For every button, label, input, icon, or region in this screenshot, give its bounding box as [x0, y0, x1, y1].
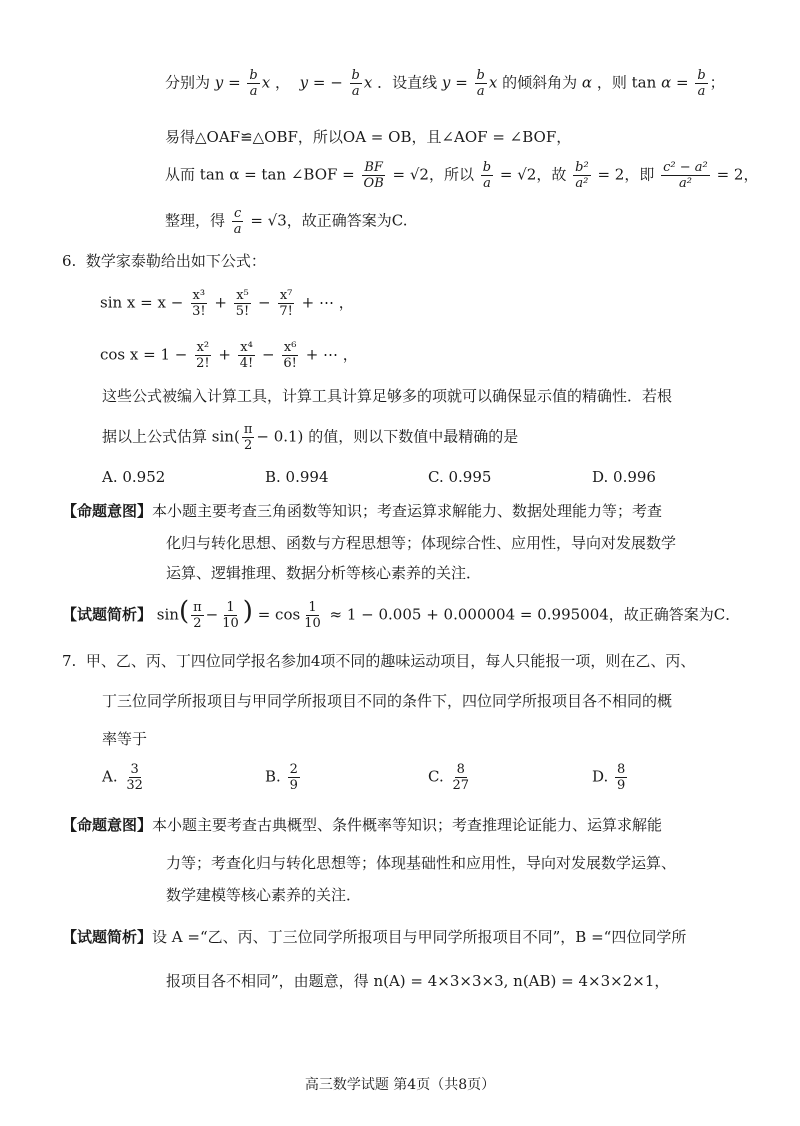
- num: x⁶: [283, 340, 297, 355]
- den: 2: [193, 616, 202, 631]
- q6-option-d: D. 0.996: [592, 468, 656, 486]
- var: α: [661, 73, 672, 92]
- q7-analysis-line-1: [62, 926, 686, 948]
- paren: (: [178, 596, 190, 627]
- fraction: [350, 68, 362, 99]
- num: 8: [617, 762, 626, 777]
- num: x²: [196, 340, 210, 355]
- q6-intent-line-2: 化归与转化思想、函数与方程思想等；体现综合性、应用性，导向对发展数学: [166, 534, 677, 552]
- q6-option-a: A. 0.952: [102, 468, 166, 486]
- q6-body-2: [102, 422, 518, 453]
- num: π: [243, 422, 253, 437]
- num: x⁷: [279, 288, 293, 303]
- num: b: [351, 68, 360, 83]
- fraction: [451, 762, 472, 793]
- fraction: [124, 762, 145, 793]
- prev-line-4: [165, 206, 408, 237]
- text: ，即: [624, 165, 655, 184]
- den: a: [476, 84, 485, 99]
- section-label: 【试题简析】: [62, 928, 153, 946]
- text: 分别为: [165, 73, 211, 92]
- text: 甲、乙、丙、丁四位同学报名参加4项不同的趣味运动项目，每人只能报一项，则在乙、丙、: [85, 652, 696, 670]
- fraction: [242, 422, 255, 453]
- fraction: [302, 600, 323, 631]
- fraction: [234, 288, 252, 319]
- q7-analysis-line-2: 报项目各不相同”，由题意，得 n(A) = 4×3×3×3, n(AB) = 4×3×2×1，: [166, 972, 670, 990]
- den: 2!: [196, 356, 210, 371]
- text: −: [258, 293, 271, 312]
- den: 10: [304, 616, 321, 631]
- q7-body-2: 丁三位同学所报项目与甲同学所报项目不同的条件下，四位同学所报项目各不相同的概: [102, 692, 673, 710]
- q7-body-3: 率等于: [102, 730, 148, 748]
- text: − 0.1): [256, 427, 304, 446]
- text: −: [330, 73, 343, 92]
- var: x: [488, 73, 498, 92]
- den: OB: [363, 176, 384, 191]
- q7-option-b: [265, 762, 302, 793]
- q6-intro: [62, 250, 266, 272]
- option-label: B.: [265, 767, 281, 786]
- q6-cos-formula: [100, 340, 358, 371]
- text: −: [262, 345, 275, 364]
- den: 9: [289, 778, 298, 793]
- fraction: [238, 340, 256, 371]
- den: a: [483, 176, 491, 191]
- option-label: D.: [592, 767, 609, 786]
- num: 2: [289, 762, 298, 777]
- var: α: [581, 73, 593, 92]
- text: = √2: [392, 165, 429, 184]
- section-label: 【命题意图】: [62, 502, 153, 520]
- q6-body-1: 这些公式被编入计算工具，计算工具计算足够多的项就可以确保显示值的精确性．若根: [102, 387, 673, 405]
- q7-intent-line-1: [62, 814, 662, 836]
- page-footer: 高三数学试题 第4页（共8页）: [304, 1077, 496, 1093]
- q6-option-c: C. 0.995: [428, 468, 492, 486]
- text: 本小题主要考查古典概型、条件概率等知识；考查推理论证能力、运算求解能: [152, 816, 663, 834]
- prev-line-1: [165, 68, 725, 99]
- section-label: 【试题简析】: [62, 605, 153, 624]
- text: + ⋯ ，: [301, 293, 354, 312]
- var: y: [441, 73, 451, 92]
- text: =: [675, 73, 689, 92]
- num: 1: [226, 600, 235, 615]
- prev-line-2: 易得△OAF≌△OBF，所以OA = OB，且∠AOF = ∠BOF，: [165, 128, 572, 146]
- num: x⁵: [236, 288, 249, 303]
- q6-sin-formula: [100, 288, 354, 319]
- text: = 2，: [716, 165, 759, 184]
- paren: ): [242, 596, 253, 627]
- text: ≈ 1 − 0.005 + 0.000004 = 0.995004，故正确答案为C．: [329, 605, 741, 624]
- fraction: [615, 762, 627, 793]
- q6-option-b: B. 0.994: [265, 468, 329, 486]
- fraction: [481, 160, 493, 191]
- text: tan α = tan ∠BOF =: [199, 165, 355, 184]
- text: ，则: [596, 73, 627, 92]
- text: 据以上公式估算: [102, 427, 208, 446]
- text: ，: [275, 73, 291, 92]
- den: 6!: [283, 356, 297, 371]
- den: 32: [126, 778, 143, 793]
- num: c: [234, 206, 242, 221]
- var: y: [299, 73, 309, 92]
- den: 7!: [279, 304, 293, 319]
- q7-intent-line-2: 力等；考查化归与转化思想等；体现基础性和应用性，导向对发展数学运算、: [166, 854, 677, 872]
- text: ，故: [536, 165, 567, 184]
- den: 5!: [235, 304, 250, 319]
- q7-option-d: [592, 762, 629, 793]
- text: = cos: [257, 605, 301, 624]
- fraction: [220, 600, 241, 631]
- text: = 2: [597, 165, 625, 184]
- question-number: 7.: [62, 652, 77, 670]
- q7-body-1: [62, 650, 695, 672]
- text: sin x = x −: [100, 293, 184, 312]
- text: ，所以: [428, 165, 474, 184]
- text: sin(: [211, 427, 240, 446]
- text: sin: [156, 605, 179, 624]
- text: cos x = 1 −: [100, 345, 188, 364]
- den: a: [233, 222, 242, 237]
- text: ．设直线: [377, 73, 438, 92]
- text: +: [214, 293, 227, 312]
- num: x³: [192, 288, 206, 303]
- fraction: [362, 160, 386, 191]
- fraction: [288, 762, 300, 793]
- den: 2: [243, 438, 253, 453]
- text: + ⋯ ，: [305, 345, 358, 364]
- q6-intent-line-3: 运算、逻辑推理、数据分析等核心素养的关注．: [166, 564, 482, 582]
- text: 整理，得: [165, 211, 226, 230]
- fraction: [695, 68, 707, 99]
- question-number: 6.: [62, 252, 77, 270]
- text: 设 A =“乙、丙、丁三位同学所报项目与甲同学所报项目不同”，B =“四位同学所: [152, 928, 687, 946]
- fraction: [194, 340, 212, 371]
- text: tan: [631, 73, 657, 92]
- fraction: [573, 160, 591, 191]
- num: 1: [308, 600, 317, 615]
- den: 4!: [239, 356, 254, 371]
- text: =: [455, 73, 468, 92]
- var: y: [214, 73, 224, 92]
- q7-option-c: [428, 762, 473, 793]
- q7-intent-line-3: 数学建模等核心素养的关注．: [166, 886, 362, 904]
- text: =: [312, 73, 326, 92]
- den: a: [697, 84, 706, 99]
- option-label: C.: [428, 767, 444, 786]
- var: x: [363, 73, 373, 92]
- fraction: [190, 288, 208, 319]
- q7-option-a: [102, 762, 147, 793]
- den: 10: [222, 616, 239, 631]
- num: c² − a²: [663, 160, 708, 175]
- num: b: [476, 68, 485, 83]
- text: = √2: [499, 165, 537, 184]
- fraction: [475, 68, 487, 99]
- text: 的倾斜角为: [502, 73, 578, 92]
- fraction: [191, 600, 204, 631]
- text: −: [205, 605, 219, 624]
- num: b: [697, 68, 706, 83]
- option-label: A.: [102, 767, 118, 786]
- den: a²: [678, 176, 692, 191]
- var: x: [261, 73, 271, 92]
- num: 3: [130, 762, 139, 777]
- num: π: [193, 600, 202, 615]
- fraction: [232, 206, 244, 237]
- prev-line-3: [165, 160, 758, 191]
- text: 从而: [165, 165, 196, 184]
- num: 8: [456, 762, 465, 777]
- text: 数学家泰勒给出如下公式：: [85, 252, 266, 270]
- q6-analysis: [62, 596, 741, 631]
- den: 3!: [192, 304, 206, 319]
- num: b: [482, 160, 492, 175]
- den: 27: [452, 778, 470, 793]
- text: +: [218, 345, 231, 364]
- text: 本小题主要考查三角函数等知识；考查运算求解能力、数据处理能力等；考查: [152, 502, 663, 520]
- num: b²: [575, 160, 589, 175]
- section-label: 【命题意图】: [62, 816, 153, 834]
- q6-intent-line-1: [62, 500, 662, 522]
- num: x⁴: [240, 340, 253, 355]
- num: BF: [364, 160, 383, 175]
- den: a: [351, 84, 360, 99]
- fraction: [247, 68, 259, 99]
- text: ；: [709, 73, 725, 92]
- den: a: [249, 84, 258, 99]
- text: =: [228, 73, 241, 92]
- fraction: [277, 288, 295, 319]
- den: 9: [617, 778, 626, 793]
- fraction: [661, 160, 710, 191]
- fraction: [281, 340, 299, 371]
- text: = √3，故正确答案为C.: [250, 211, 408, 230]
- text: 的值，则以下数值中最精确的是: [308, 427, 519, 446]
- num: b: [249, 68, 258, 83]
- den: a²: [575, 176, 589, 191]
